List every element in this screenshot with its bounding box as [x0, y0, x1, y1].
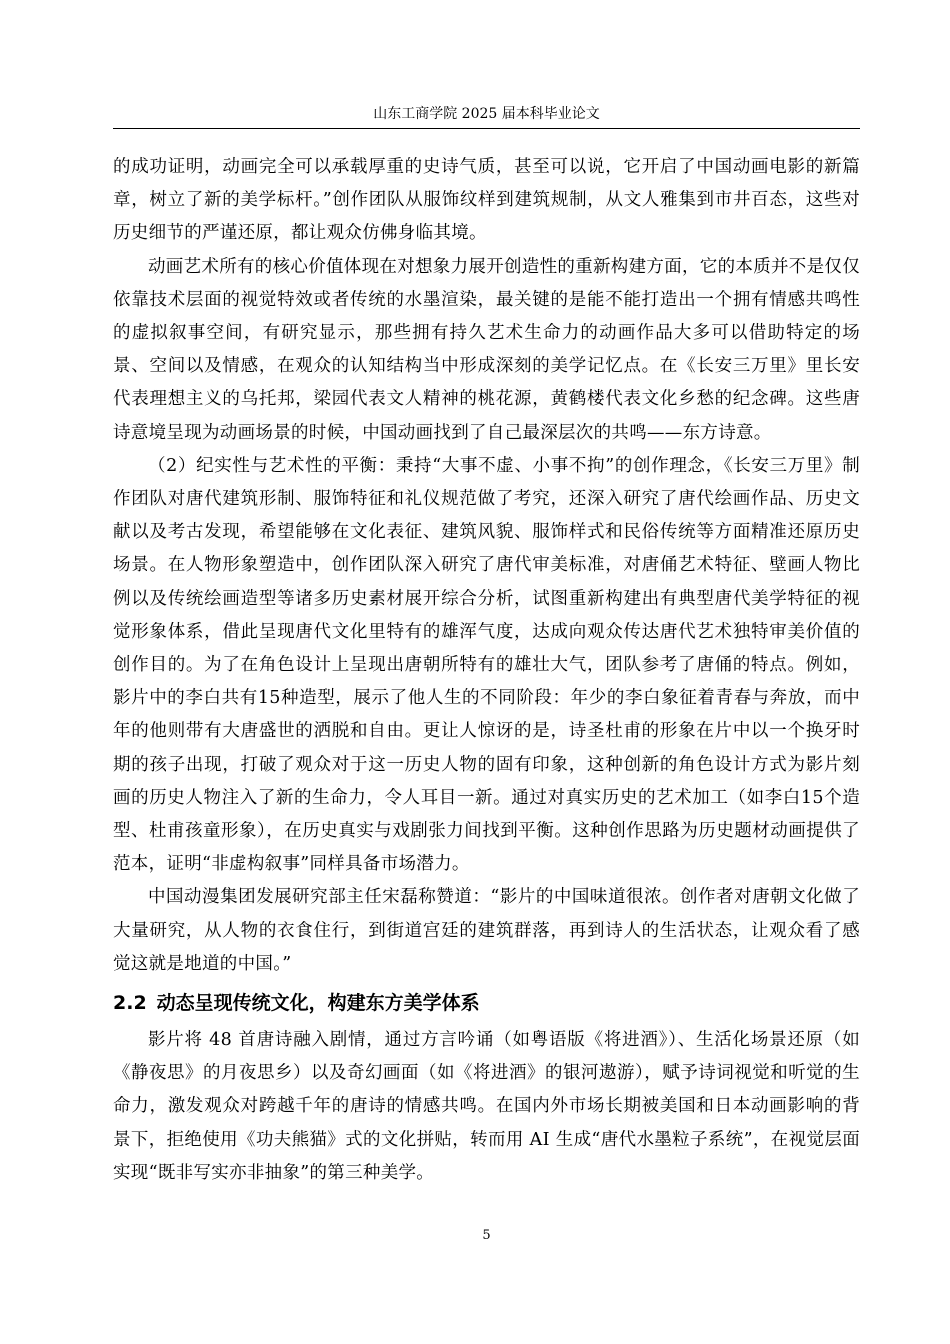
paragraph-continued: 的成功证明，动画完全可以承载厚重的史诗气质，甚至可以说，它开启了中国动画电影的新篇章，树立了新的美学标杆。”创作团队从服饰纹样到建筑规制，从文人雅集到市井百态，这些对历史细节的严谨还原，都让观众仿佛身临其境。: [113, 157, 860, 244]
running-header: 山东工商学院 2025 届本科毕业论文: [373, 106, 600, 122]
paragraph: 动画艺术所有的核心价值体现在对想象力展开创造性的重新构建方面，它的本质并不是仅仅依靠技术层面的视觉特效或者传统的水墨渲染，最关键的是能不能打造出一个拥有情感共鸣性的虚拟叙事空间，有研究显示，那些拥有持久艺术生命力的动画作品大多可以借助特定的场景、空间以及情感，在观众的认知结构当中形成深刻的美学记忆点。在《长安三万里》里长安代表理想主义的乌托邦，梁园代表文人精神的桃花源，黄鹤楼代表文化乡愁的纪念碑。这些唐诗意境呈现为动画场景的时候，中国动画找到了自己最深层次的共鸣——东方诗意。: [113, 256, 860, 443]
paragraph: 中国动漫集团发展研究部主任宋磊称赞道：“影片的中国味道很浓。创作者对唐朝文化做了大量研究，从人物的衣食住行，到街道宫廷的建筑群落，再到诗人的生活状态，让观众看了感觉这就是地道的中国。”: [113, 887, 860, 974]
body-text: [113, 151, 860, 1190]
header-rule: [113, 128, 860, 129]
section-heading: [113, 981, 860, 1024]
page-number: 5: [482, 1228, 491, 1243]
section-title: 动态呈现传统文化，构建东方美学体系: [156, 992, 480, 1015]
paragraph: （2）纪实性与艺术性的平衡：秉持“大事不虚、小事不拘”的创作理念，《长安三万里》制作团队对唐代建筑形制、服饰特征和礼仪规范做了考究，还深入研究了唐代绘画作品、历史文献以及考古发现，希望能够在文化表征、建筑风貌、服饰样式和民俗传统等方面精准还原历史场景。在人物形象塑造中，创作团队深入研究了唐代审美标准，对唐俑艺术特征、壁画人物比例以及传统绘画造型等诸多历史素材展开综合分析，试图重新构建出有典型唐代美学特征的视觉形象体系，借此呈现唐代文化里特有的雄浑气度，达成向观众传达唐代艺术独特审美价值的创作目的。为了在角色设计上呈现出唐朝所特有的雄壮大气，团队参考了唐俑的特点。例如，影片中的李白共有15种造型，展示了他人生的不同阶段：年少的李白象征着青春与奔放，而中年的他则带有大唐盛世的洒脱和自由。更让人惊讶的是，诗圣杜甫的形象在片中以一个换牙时期的孩子出现，打破了观众对于这一历史人物的固有印象，这种创新的角色设计方式为影片刻画的历史人物注入了新的生命力，令人耳目一新。通过对真实历史的艺术加工（如李白15个造型、杜甫孩童形象），在历史真实与戏剧张力间找到平衡。这种创作思路为历史题材动画提供了范本，证明“非虚构叙事”同样具备市场潜力。: [113, 455, 860, 875]
paragraph: 影片将 48 首唐诗融入剧情，通过方言吟诵（如粤语版《将进酒》）、生活化场景还原（如《静夜思》的月夜思乡）以及奇幻画面（如《将进酒》的银河遨游），赋予诗词视觉和听觉的生命力，激发观众对跨越千年的唐诗的情感共鸣。在国内外市场长期被美国和日本动画影响的背景下，拒绝使用《功夫熊猫》式的文化拼贴，转而用 AI 生成“唐代水墨粒子系统”，在视觉层面实现“既非写实亦非抽象”的第三种美学。: [113, 1030, 860, 1183]
section-number: 2.2: [113, 992, 147, 1015]
